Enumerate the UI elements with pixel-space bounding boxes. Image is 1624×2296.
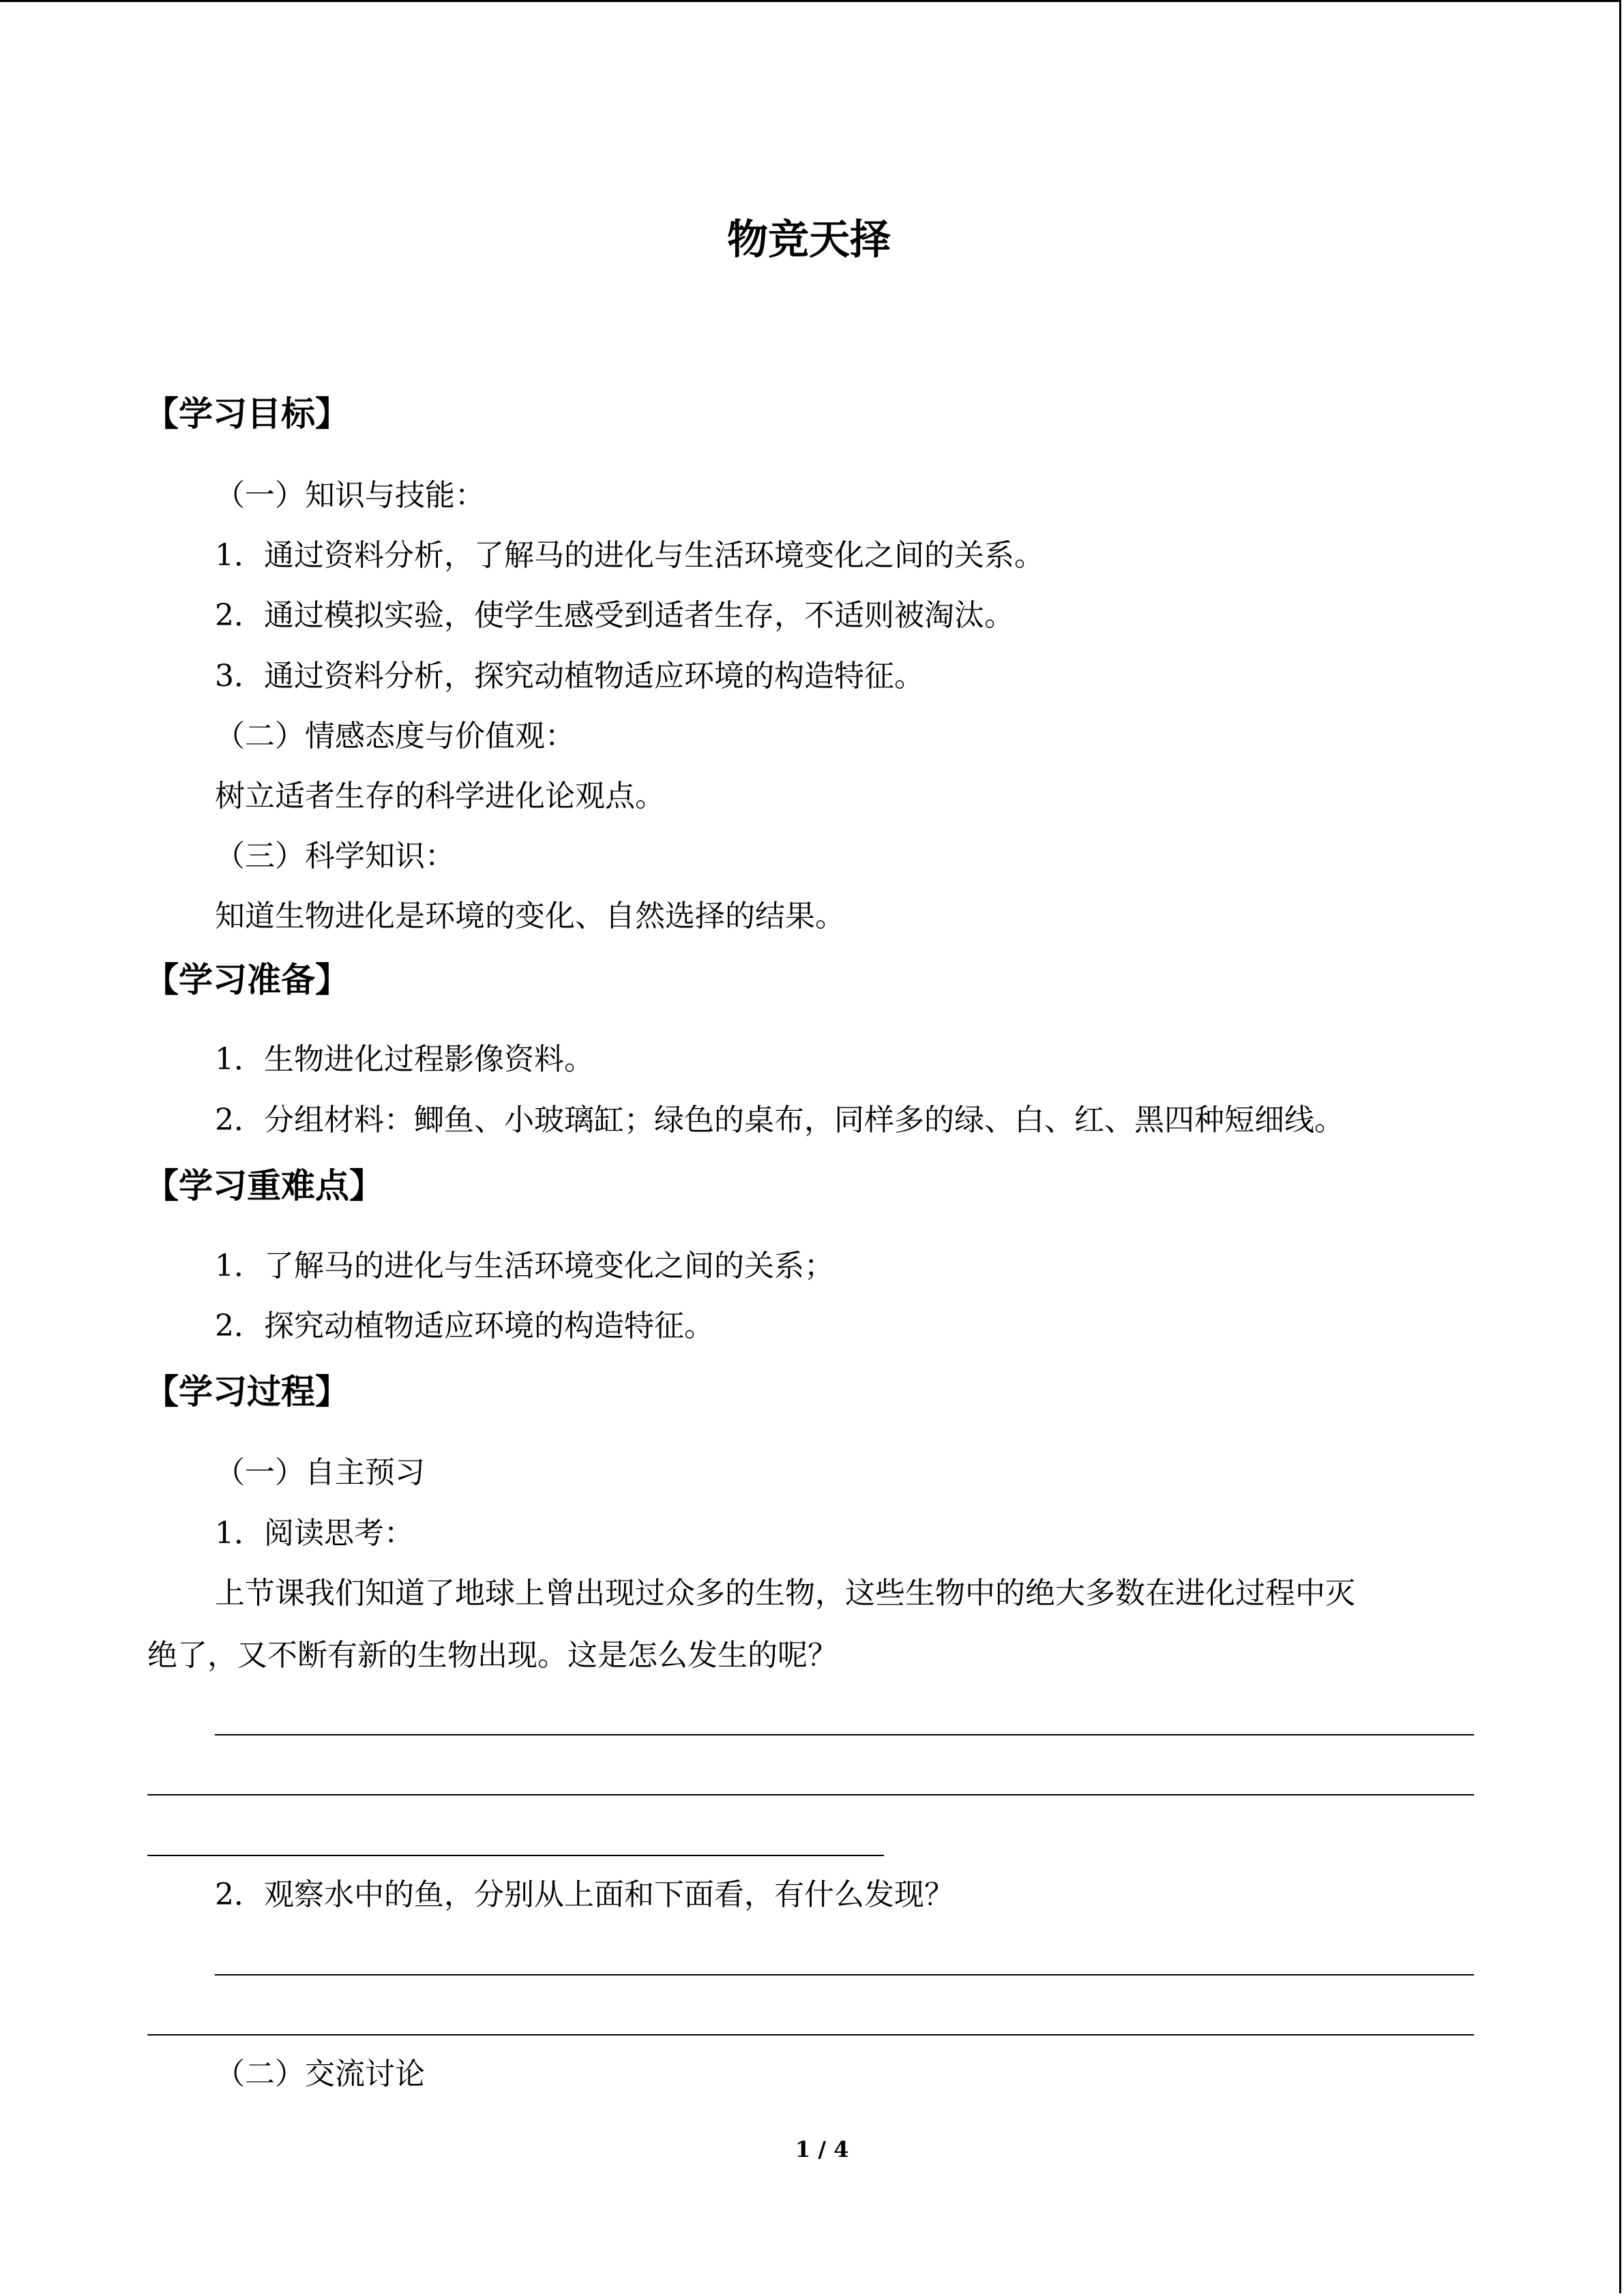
goals-subheading-knowledge: （一）知识与技能： xyxy=(215,478,485,513)
goals-science-text: 知道生物进化是环境的变化、自然选择的结果。 xyxy=(215,899,845,934)
answer-line[interactable] xyxy=(147,2034,1474,2036)
process-q1-text-line1: 上节课我们知道了地球上曾出现过众多的生物，这些生物中的绝大多数在进化过程中灭 xyxy=(215,1576,1355,1611)
goals-item-3: 3．通过资料分析，探究动植物适应环境的构造特征。 xyxy=(215,659,924,694)
goals-attitude-text: 树立适者生存的科学进化论观点。 xyxy=(215,779,665,814)
process-subheading-preview: （一）自主预习 xyxy=(215,1455,425,1490)
answer-line[interactable] xyxy=(147,1794,1474,1795)
section-heading-prep: 【学习准备】 xyxy=(145,960,349,1000)
answer-line[interactable] xyxy=(215,1974,1474,1976)
process-subheading-discussion: （二）交流讨论 xyxy=(215,2057,425,2091)
answer-line[interactable] xyxy=(215,1734,1474,1735)
section-heading-process: 【学习过程】 xyxy=(145,1372,349,1412)
page-title: 物竞天择 xyxy=(727,216,891,264)
prep-item-1: 1．生物进化过程影像资料。 xyxy=(215,1042,594,1077)
process-q1-label: 1．阅读思考： xyxy=(215,1516,414,1551)
section-heading-goals: 【学习目标】 xyxy=(145,394,349,434)
prep-item-2: 2．分组材料：鲫鱼、小玻璃缸；绿色的桌布，同样多的绿、白、红、黑四种短细线。 xyxy=(215,1103,1344,1137)
goals-subheading-attitude: （二）情感态度与价值观： xyxy=(215,719,575,754)
page-number: 1 / 4 xyxy=(795,2136,849,2162)
process-q2-label: 2．观察水中的鱼，分别从上面和下面看，有什么发现？ xyxy=(215,1877,954,1912)
keypoints-item-1: 1．了解马的进化与生活环境变化之间的关系； xyxy=(215,1249,834,1283)
goals-item-1: 1．通过资料分析，了解马的进化与生活环境变化之间的关系。 xyxy=(215,538,1044,573)
process-q1-text-line2: 绝了，又不断有新的生物出现。这是怎么发生的呢？ xyxy=(147,1638,838,1673)
goals-item-2: 2．通过模拟实验，使学生感受到适者生存，不适则被淘汰。 xyxy=(215,598,1014,633)
section-heading-keypoints: 【学习重难点】 xyxy=(145,1166,383,1206)
goals-subheading-science: （三）科学知识： xyxy=(215,839,455,874)
answer-line[interactable] xyxy=(147,1855,884,1856)
keypoints-item-2: 2．探究动植物适应环境的构造特征。 xyxy=(215,1309,714,1343)
